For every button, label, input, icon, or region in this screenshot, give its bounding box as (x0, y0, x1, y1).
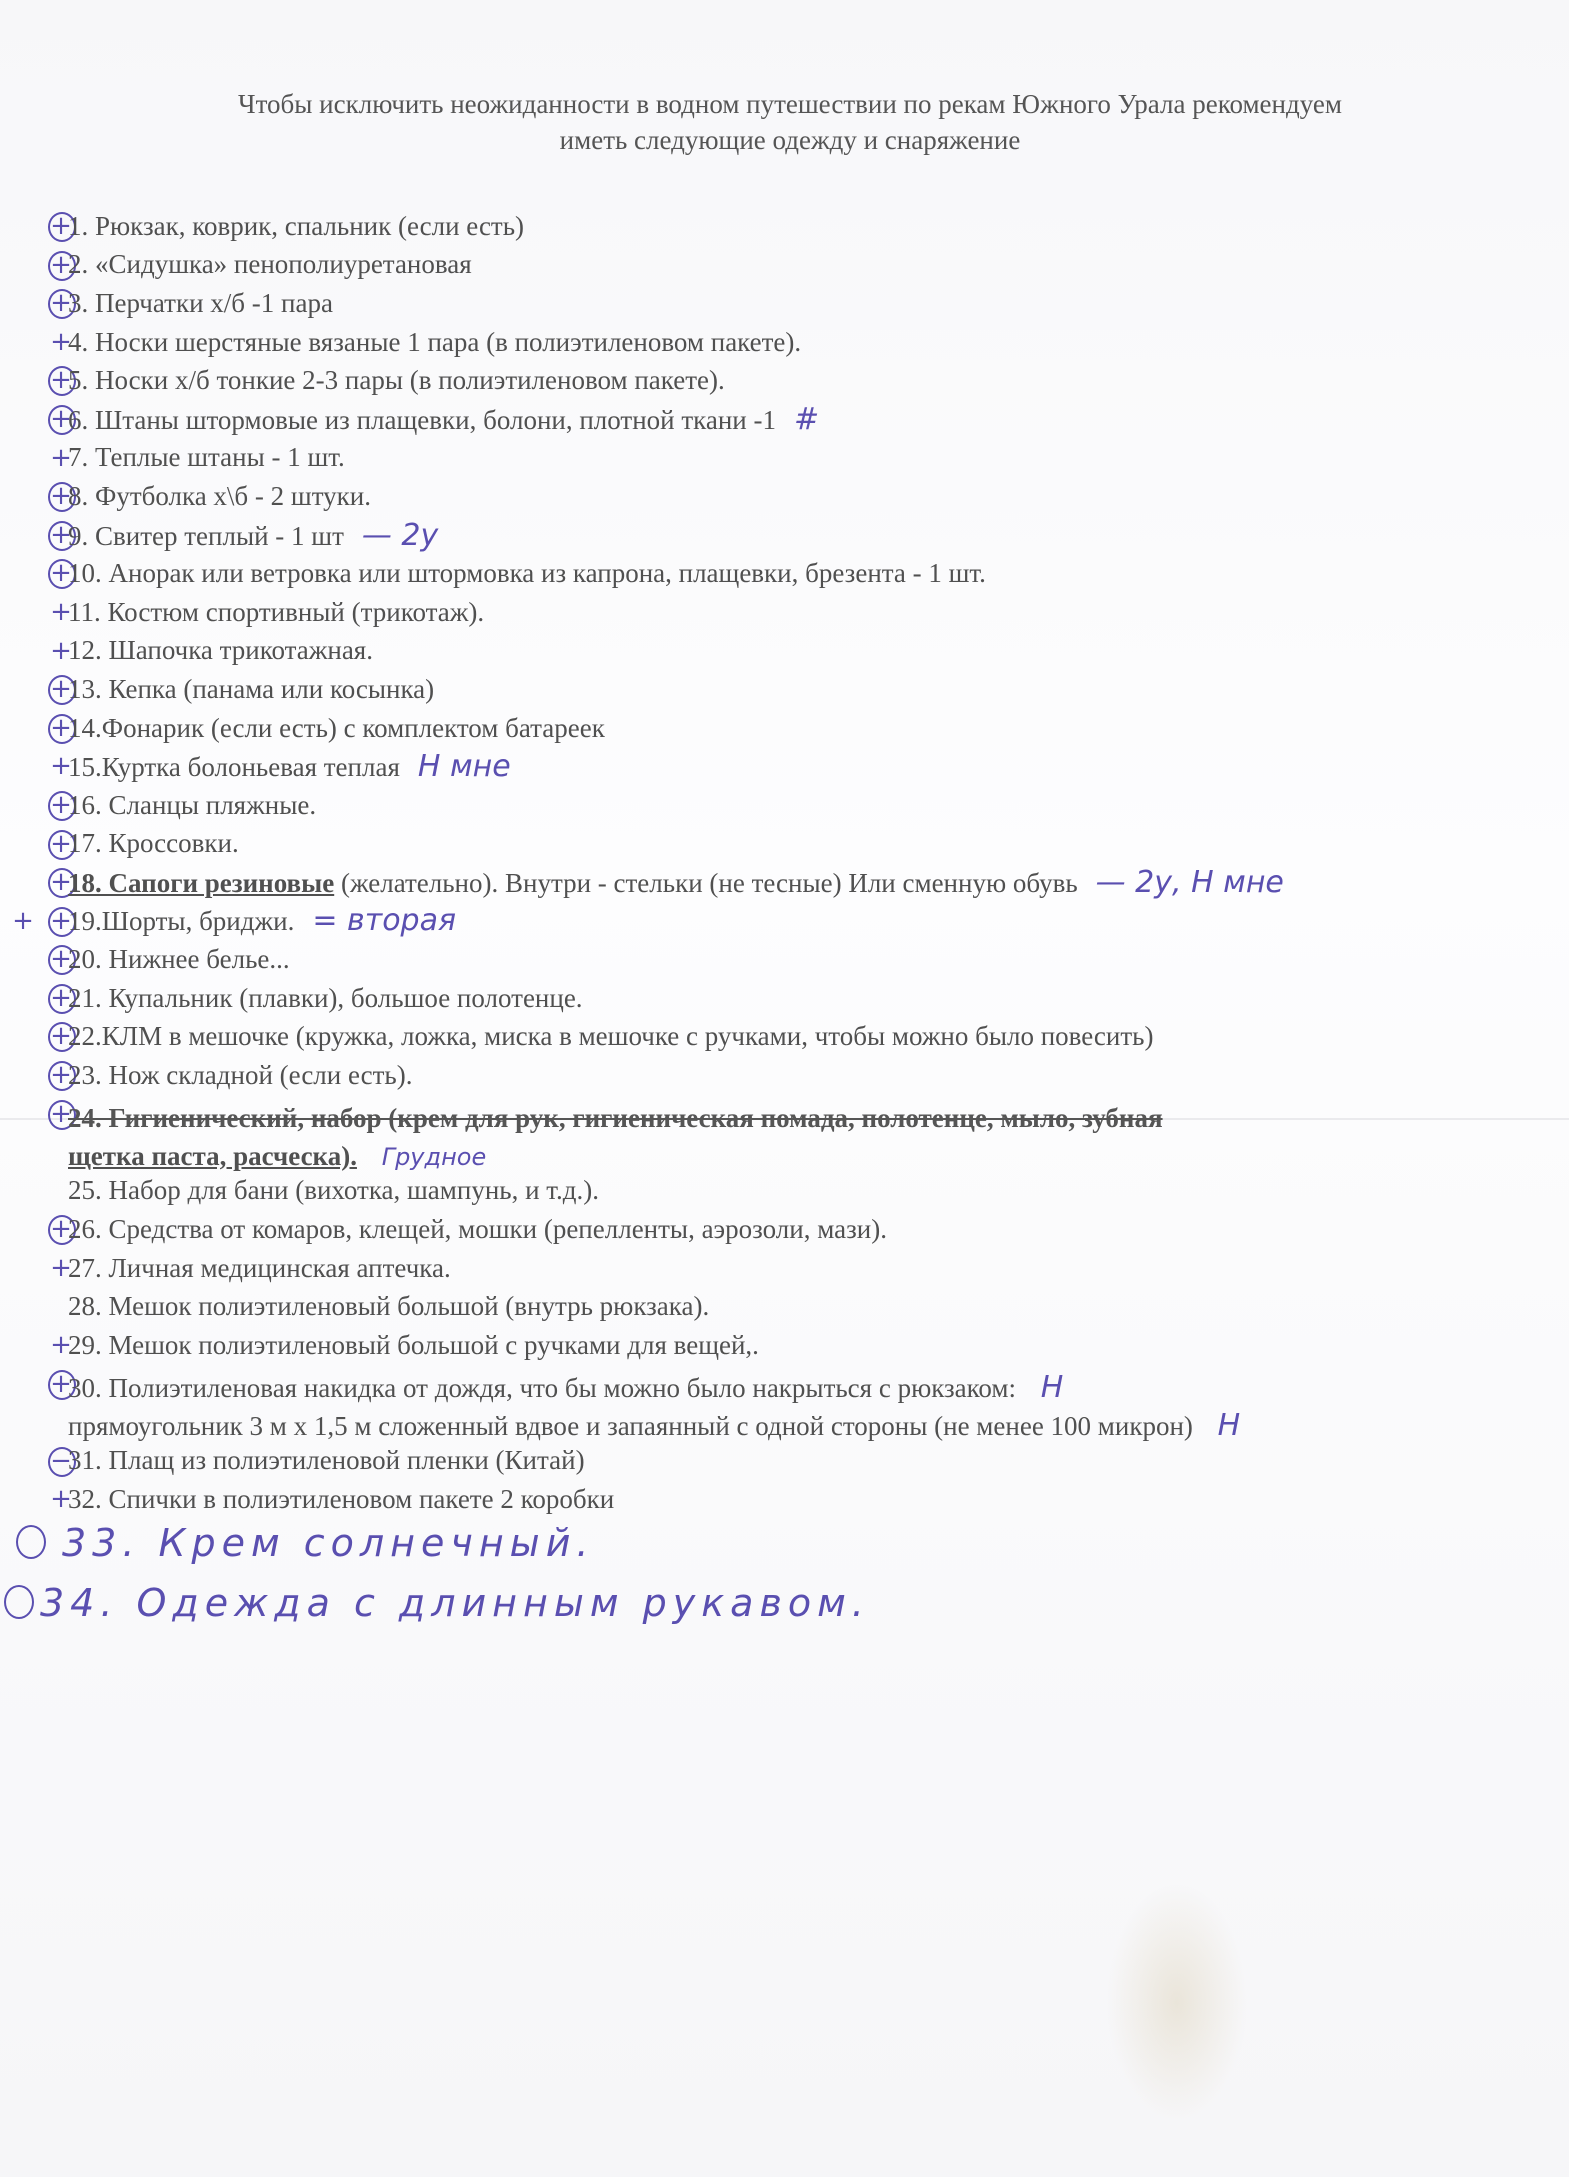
item-text: 21. Купальник (плавки), большое полотенце. (68, 982, 583, 1013)
circled-plus-mark: + (44, 1215, 78, 1243)
list-item (0, 323, 1569, 362)
plus-mark: + (50, 1330, 72, 1361)
list-item (0, 207, 1569, 246)
item-text: 26. Средства от комаров, клещей, мошки (репелленты, аэрозоли, мази). (68, 1214, 887, 1245)
item-text: 20. Нижнее белье... (68, 944, 290, 975)
plus-mark: + (50, 326, 72, 357)
circled-plus-mark: + (44, 868, 78, 896)
list-item (0, 1210, 1569, 1249)
circled-plus-mark: + (44, 289, 78, 317)
item-text: 23. Нож складной (если есть). (68, 1059, 413, 1090)
item-text: (желательно). Внутри - стельки (не тесные) Или сменную обувь (334, 867, 1078, 898)
list-item (0, 593, 1569, 632)
item-text: 16. Сланцы пляжные. (68, 789, 317, 820)
list-item (0, 1287, 1569, 1326)
circled-plus-mark: + (44, 1370, 78, 1398)
circled-plus-mark: + (44, 984, 78, 1012)
list-item (0, 670, 1569, 709)
list-item (0, 825, 1569, 864)
list-item (0, 1326, 1569, 1365)
list-item (0, 709, 1569, 748)
list-item (0, 747, 1569, 786)
plus-mark: + (50, 1252, 72, 1283)
plus-mark: + (50, 1484, 72, 1515)
item-text: 15.Куртка болоньевая теплая (68, 752, 400, 783)
list-item (0, 979, 1569, 1018)
handwritten-note: # (794, 401, 820, 437)
circled-plus-mark: + (44, 1100, 78, 1128)
heading-line-1: Чтобы исключить неожиданности в водном путешествии по рекам Южного Урала рекомендуем (238, 89, 1342, 119)
list-item (0, 361, 1569, 400)
circled-plus-mark: + (44, 675, 78, 703)
item-text: 17. Кроссовки. (68, 828, 239, 859)
list-item (0, 554, 1569, 593)
item-text-emphasis: 18. Сапоги резиновые (68, 867, 335, 898)
item-text: 8. Футболка х\б - 2 штуки. (68, 480, 371, 511)
plus-mark: + (50, 635, 72, 666)
list-item (0, 1480, 1569, 1519)
list-item (0, 940, 1569, 979)
item-24-handwritten-note: Грудное (381, 1142, 487, 1171)
circled-plus-mark: + (44, 405, 78, 433)
item-30-text: 30. Полиэтиленовая накидка от дождя, что бы можно было накрыться с рюкзаком: (68, 1372, 1016, 1403)
handwritten-note: Н мне (417, 749, 511, 785)
item-text: 31. Плащ из полиэтиленовой пленки (Китай) (68, 1445, 585, 1476)
list-item (0, 477, 1569, 516)
item-text: 27. Личная медицинская аптечка. (68, 1252, 451, 1283)
list-item (0, 902, 1569, 941)
item-text: 12. Шапочка трикотажная. (68, 635, 373, 666)
item-text: 6. Штаны штормовые из плащевки, болони, плотной ткани -1 (68, 404, 776, 435)
list-item (0, 1442, 1569, 1481)
item-text: 2. «Сидушка» пенополиуретановая (68, 249, 472, 280)
item-30-note-1: Н (1040, 1369, 1064, 1405)
circled-minus-mark: − (44, 1447, 78, 1475)
circled-plus-mark: + (44, 482, 78, 510)
item-text: 11. Костюм спортивный (трикотаж). (68, 596, 485, 627)
circled-plus-mark: + (44, 366, 78, 394)
item-text: 3. Перчатки х/б -1 пара (68, 287, 333, 318)
list-item (0, 1249, 1569, 1288)
document-heading (80, 86, 1500, 158)
plus-mark: + (12, 905, 34, 936)
circle-mark (16, 1525, 46, 1559)
list-item (0, 439, 1569, 478)
circled-plus-mark: + (44, 559, 78, 587)
item-text: 10. Анорак или ветровка или штормовка из капрона, плащевки, брезента - 1 шт. (68, 558, 986, 589)
item-24-text-continued: щетка паста, расческа). (68, 1140, 357, 1171)
plus-mark: + (50, 442, 72, 473)
list-item (0, 786, 1569, 825)
item-text: 25. Набор для бани (вихотка, шампунь, и т.д.). (68, 1175, 600, 1206)
item-30-note-2: Н (1217, 1407, 1241, 1443)
equipment-list (0, 207, 1569, 1639)
circled-plus-mark: + (44, 714, 78, 742)
item-24-text: 24. Гигиенический, набор (крем для рук, гигиеническая помада, полотенце, мыло, зубная (68, 1102, 1163, 1133)
list-item (0, 1017, 1569, 1056)
plus-mark: + (50, 751, 72, 782)
list-item (0, 1056, 1569, 1095)
circle-mark (4, 1585, 34, 1619)
circled-plus-mark: + (44, 1061, 78, 1089)
handwritten-note: = вторая (312, 903, 457, 939)
circled-plus-mark: + (44, 791, 78, 819)
list-item (0, 284, 1569, 323)
item-30-text-continued: прямоугольник 3 м х 1,5 м сложенный вдвое и запаянный с одной стороны (не менее 100 микрон) (68, 1410, 1193, 1441)
item-text: 9. Свитер теплый - 1 шт (68, 520, 344, 551)
item-text: 22.КЛМ в мешочке (кружка, ложка, миска в мешочке с ручками, чтобы можно было повесить) (68, 1021, 1154, 1052)
item-text: 14.Фонарик (если есть) с комплектом батареек (68, 712, 605, 743)
circled-plus-mark: + (44, 945, 78, 973)
item-text: 29. Мешок полиэтиленовый большой с ручками для вещей,. (68, 1329, 759, 1360)
list-item (0, 246, 1569, 285)
circled-plus-mark: + (44, 1022, 78, 1050)
item-text: 4. Носки шерстяные вязаные 1 пара (в полиэтиленовом пакете). (68, 326, 802, 357)
item-text: 32. Спички в полиэтиленовом пакете 2 коробки (68, 1484, 615, 1515)
item-text: 1. Рюкзак, коврик, спальник (если есть) (68, 210, 525, 241)
list-item (0, 632, 1569, 671)
item-text: 19.Шорты, бриджи. (68, 906, 295, 937)
handwritten-item-34: 34. Одежда с длинным рукавом. (0, 1579, 1569, 1639)
circled-plus-mark: + (44, 521, 78, 549)
list-item-24 (0, 1095, 1569, 1172)
circled-plus-mark: + (44, 251, 78, 279)
circled-plus-mark: + (44, 830, 78, 858)
heading-line-2: иметь следующие одежду и снаряжение (559, 125, 1021, 155)
item-text: 7. Теплые штаны - 1 шт. (68, 442, 345, 473)
item-text: 13. Кепка (панама или косынка) (68, 673, 435, 704)
list-item (0, 1172, 1569, 1211)
plus-mark: + (50, 596, 72, 627)
handwritten-note: — 2у (361, 517, 439, 553)
handwritten-note: — 2у, Н мне (1095, 864, 1284, 900)
circled-plus-mark: + (44, 212, 78, 240)
list-item-30 (0, 1365, 1569, 1442)
list-item (0, 863, 1569, 902)
blank-paper-area (0, 1700, 1569, 2170)
item-text: 5. Носки х/б тонкие 2-3 пары (в полиэтиленовом пакете). (68, 365, 725, 396)
circled-plus-mark: + (44, 907, 78, 935)
list-item (0, 516, 1569, 555)
item-text: 28. Мешок полиэтиленовый большой (внутрь рюкзака). (68, 1291, 710, 1322)
handwritten-item-33: 33. Крем солнечный. (0, 1519, 1569, 1579)
list-item (0, 400, 1569, 439)
